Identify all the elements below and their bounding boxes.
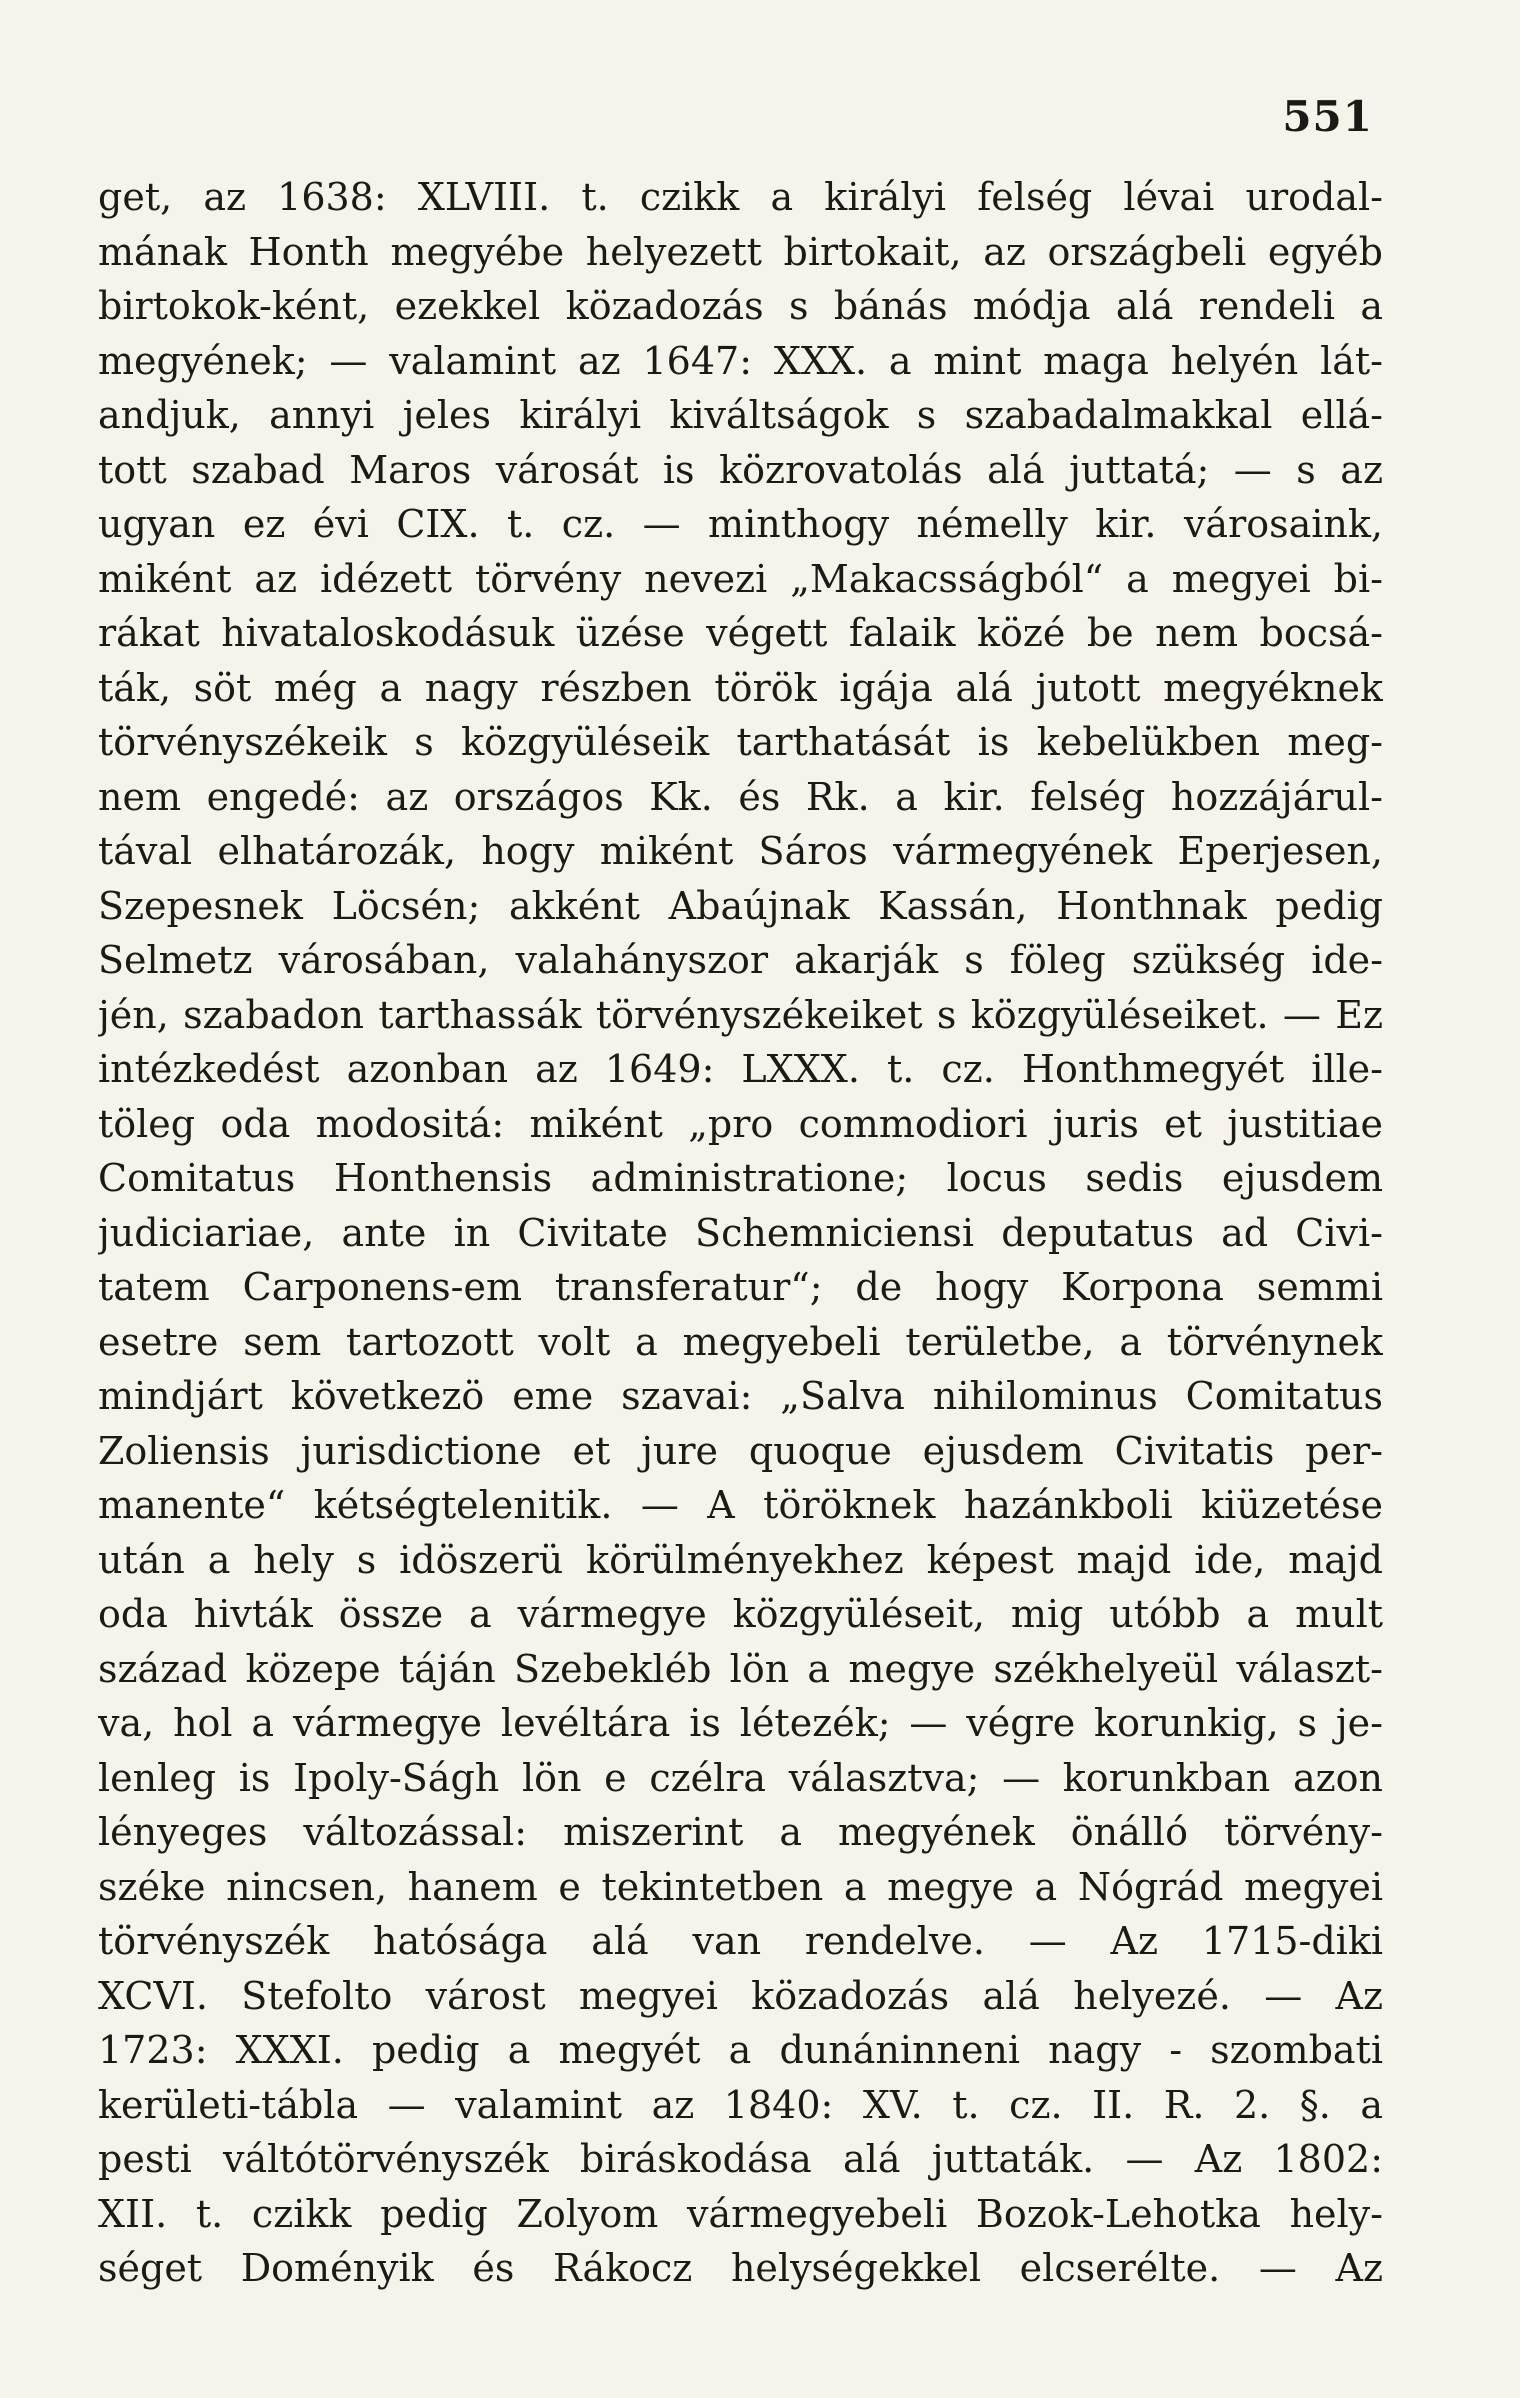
text-line: ugyan ez évi CIX. t. cz. — minthogy némelly kir. városaink, bbox=[98, 502, 1383, 546]
text-line: intézkedést azonban az 1649: LXXX. t. cz. Honthmegyét ille- bbox=[98, 1047, 1383, 1091]
text-line: séget Doményik és Rákocz helységekkel elcserélte. — Az bbox=[98, 2246, 1383, 2290]
text-line: töleg oda modositá: miként „pro commodiori juris et justitiae bbox=[98, 1101, 1383, 1146]
text-line: törvényszékeik s közgyüléseik tarthatását is kebelükben meg- bbox=[98, 720, 1383, 764]
text-line: andjuk, annyi jeles királyi kiváltságok s szabadalmakkal ellá- bbox=[98, 393, 1383, 437]
text-line: nem engedé: az országos Kk. és Rk. a kir. felség hozzájárul- bbox=[98, 774, 1383, 819]
text-line: lenleg is Ipoly-Ságh lön e czélra választva; — korunkban azon bbox=[98, 1755, 1383, 1800]
text-line: tott szabad Maros városát is közrovatolás alá juttatá; — s az bbox=[98, 447, 1383, 492]
text-line: tával elhatározák, hogy miként Sáros vármegyének Eperjesen, bbox=[98, 829, 1383, 873]
text-line: rákat hivataloskodásuk üzése végett falaik közé be nem bocsá- bbox=[98, 611, 1383, 655]
text-line: birtokok-ként, ezekkel közadozás s bánás módja alá rendeli a bbox=[98, 284, 1383, 328]
text-line: va, hol a vármegye levéltára is létezék; — végre korunkig, s je- bbox=[98, 1701, 1383, 1745]
text-line: Selmetz városában, valahányszor akarják s föleg szükség ide- bbox=[98, 938, 1383, 982]
text-line: pesti váltótörvényszék biráskodása alá juttaták. — Az 1802: bbox=[98, 2137, 1383, 2181]
text-line: század közepe táján Szebekléb lön a megye székhelyeül választ- bbox=[98, 1646, 1383, 1691]
text-line: lényeges változással: miszerint a megyének önálló törvény- bbox=[98, 1810, 1383, 1854]
text-line: után a hely s idöszerü körülményekhez képest majd ide, majd bbox=[98, 1537, 1383, 1582]
text-line: megyének; — valamint az 1647: XXX. a mint maga helyén lát- bbox=[98, 338, 1383, 383]
text-line: manente“ kétségtelenitik. — A töröknek hazánkboli kiüzetése bbox=[98, 1483, 1383, 1527]
text-line: kerületi-tábla — valamint az 1840: XV. t. cz. II. R. 2. §. a bbox=[98, 2082, 1383, 2127]
text-line: jén, szabadon tarthassák törvényszékeiket s közgyüléseiket. — Ez bbox=[98, 992, 1383, 1037]
text-line: oda hivták össze a vármegye közgyüléseit, mig utóbb a mult bbox=[98, 1592, 1383, 1636]
text-line: Zoliensis jurisdictione et jure quoque ejusdem Civitatis per- bbox=[98, 1428, 1383, 1473]
text-line: esetre sem tartozott volt a megyebeli területbe, a törvénynek bbox=[98, 1319, 1383, 1364]
text-line: mindjárt következö eme szavai: „Salva nihilominus Comitatus bbox=[98, 1374, 1383, 1418]
text-line: get, az 1638: XLVIII. t. czikk a királyi felség lévai urodal- bbox=[98, 175, 1383, 219]
text-line: 1723: XXXI. pedig a megyét a dunáninneni nagy - szombati bbox=[98, 2028, 1383, 2072]
text-line: miként az idézett törvény nevezi „Makacsságból“ a megyei bi- bbox=[98, 556, 1383, 601]
body-text bbox=[98, 170, 1383, 2296]
text-line: judiciariae, ante in Civitate Schemniciensi deputatus ad Civi- bbox=[98, 1210, 1383, 1255]
text-line: törvényszék hatósága alá van rendelve. — Az 1715-diki bbox=[98, 1919, 1383, 1963]
text-line: tatem Carponens-em transferatur“; de hogy Korpona semmi bbox=[98, 1265, 1383, 1309]
text-line: XCVI. Stefolto várost megyei közadozás alá helyezé. — Az bbox=[98, 1973, 1383, 2018]
text-line: XII. t. czikk pedig Zolyom vármegyebeli Bozok-Lehotka hely- bbox=[98, 2191, 1383, 2236]
text-line: széke nincsen, hanem e tekintetben a megye a Nógrád megyei bbox=[98, 1864, 1383, 1909]
text-line: Comitatus Honthensis administratione; locus sedis ejusdem bbox=[98, 1156, 1383, 1200]
text-line: mának Honth megyébe helyezett birtokait, az országbeli egyéb bbox=[98, 229, 1383, 274]
text-line: Szepesnek Löcsén; akként Abaújnak Kassán, Honthnak pedig bbox=[98, 883, 1383, 928]
page-number: 551 bbox=[1282, 92, 1373, 141]
text-line: ták, söt még a nagy részben török igája alá jutott megyéknek bbox=[98, 665, 1383, 710]
